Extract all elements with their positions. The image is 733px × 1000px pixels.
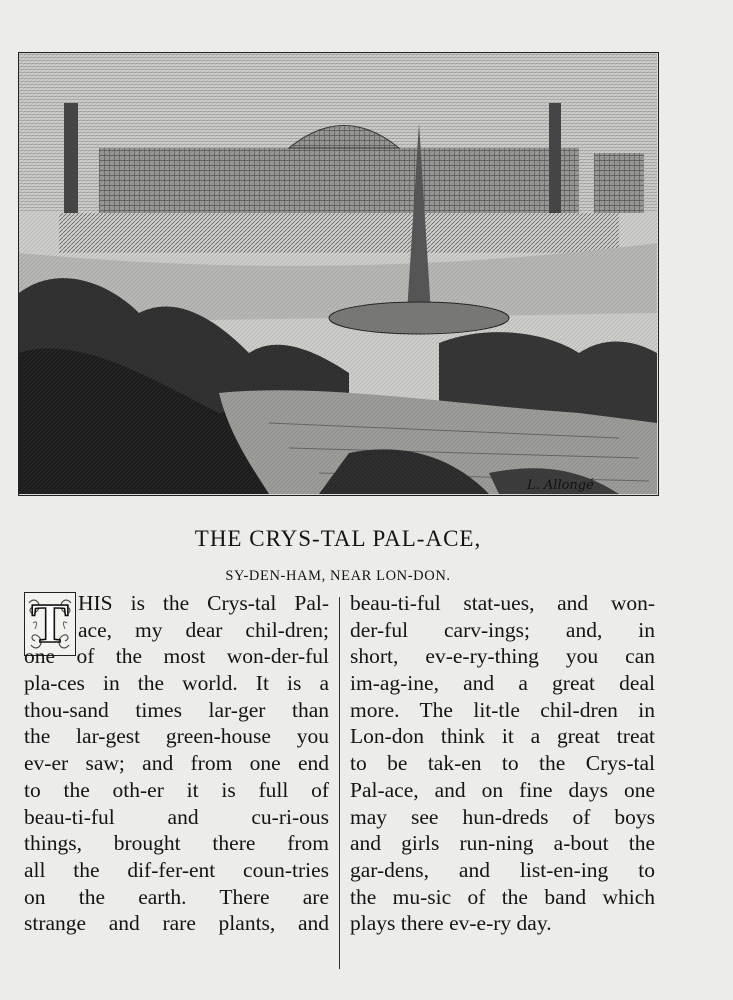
text-line: to the oth-er it is full of — [24, 777, 329, 802]
column-divider — [339, 597, 340, 969]
crystal-palace-engraving — [18, 52, 659, 496]
text-line: gar-dens, and list-en-ing to — [350, 857, 655, 882]
text-line: beau-ti-ful stat-ues, and won- — [350, 591, 655, 615]
text-line: pla-ces in the world. It is a — [24, 671, 329, 696]
text-line: plays there ev-e-ry day. — [350, 911, 552, 936]
text-line: beau-ti-ful and cu-ri-ous — [24, 804, 329, 829]
text-line: things, brought there from — [24, 831, 329, 856]
text-line: ace, my dear chil-dren; — [78, 617, 329, 642]
text-line: and girls run-ning a-bout the — [350, 831, 655, 856]
text-line: all the dif-fer-ent coun-tries — [24, 857, 329, 882]
text-column-left — [24, 590, 329, 937]
text-line: more. The lit-tle chil-dren in — [350, 697, 655, 722]
text-line: thou-sand times lar-ger than — [24, 697, 329, 722]
artist-signature: L. Allongé — [527, 478, 594, 493]
page-subtitle: SY-DEN-HAM, NEAR LON-DON. — [225, 568, 451, 584]
text-line: ev-er saw; and from one end — [24, 751, 329, 776]
text-line: Lon-don think it a great treat — [350, 724, 655, 749]
text-line: one of the most won-der-ful — [24, 644, 329, 669]
text-line: Pal-ace, and on fine days one — [350, 777, 655, 802]
dropcap-letter: T — [31, 593, 69, 655]
text-line: on the earth. There are — [24, 884, 329, 909]
text-line: HIS is the Crys-tal Pal- — [78, 591, 329, 615]
text-line: strange and rare plants, and — [24, 911, 329, 936]
text-line: short, ev-e-ry-thing you can — [350, 644, 655, 669]
text-line: may see hun-dreds of boys — [350, 804, 655, 829]
text-line: to be tak-en to the Crys-tal — [350, 751, 655, 776]
page-title: THE CRYS-TAL PAL-ACE, — [194, 526, 482, 551]
text-line: the mu-sic of the band which — [350, 884, 655, 909]
text-line: der-ful carv-ings; and, in — [350, 617, 655, 642]
text-line: the lar-gest green-house you — [24, 724, 329, 749]
text-line: im-ag-ine, and a great deal — [350, 671, 655, 696]
text-column-right — [350, 590, 655, 937]
